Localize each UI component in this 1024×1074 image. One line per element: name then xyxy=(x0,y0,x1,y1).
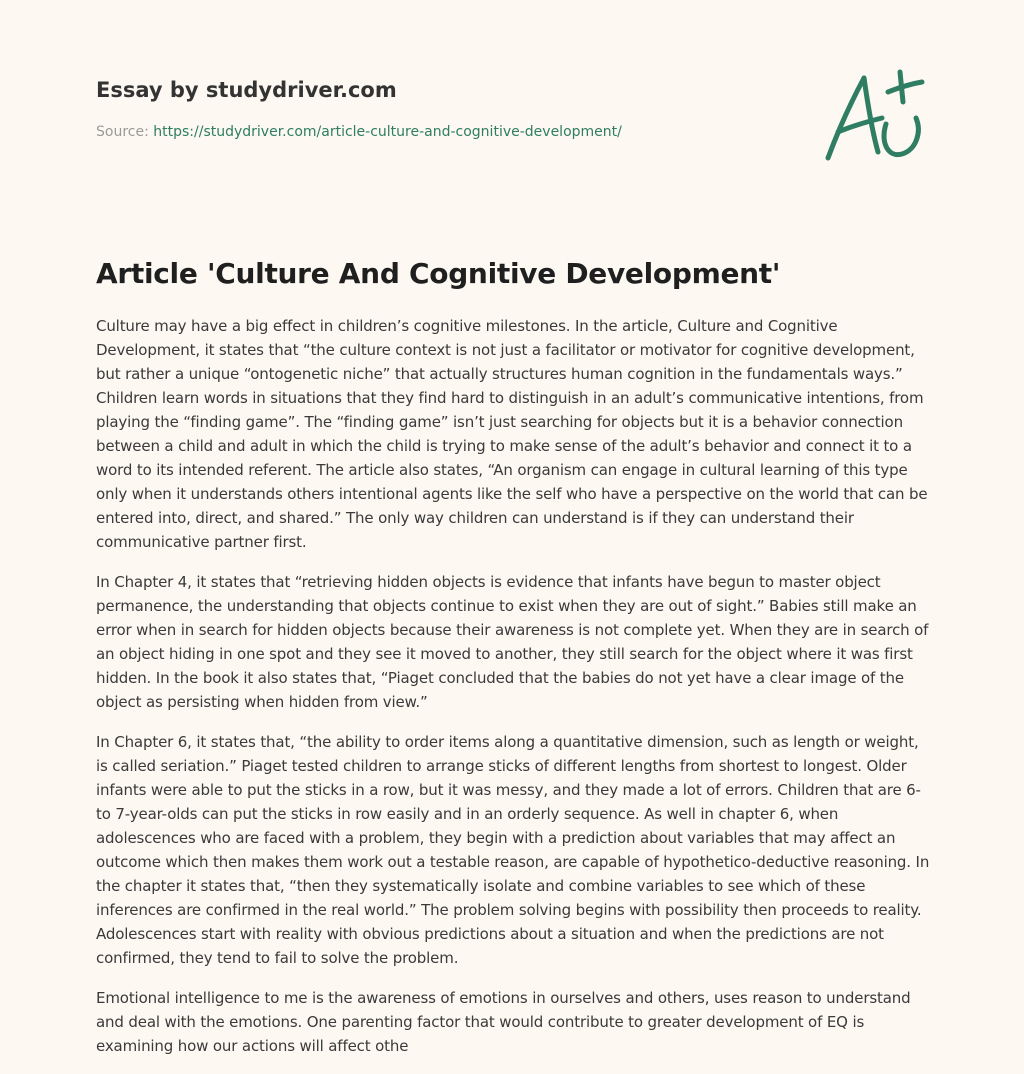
source-label: Source: xyxy=(96,124,154,140)
article-body xyxy=(96,314,930,1074)
article-paragraph: In Chapter 6, it states that, “the ability to order items along a quantitative dimension, such as length or weight, is called seriation.” Piaget tested children to arrange sticks of different lengths from shortest to longest. Older infants were able to put the sticks in a row, but it was messy, and they made a lot of errors. Children that are 6- to 7-year-olds can put the sticks in row easily and in an orderly sequence. As well in chapter 6, when adolescences who are faced with a problem, they begin with a prediction about variables that may affect an outcome which then makes them work out a testable reason, are capable of hypothetico-deductive reasoning. In the chapter it states that, “then they systematically isolate and combine variables to see which of these inferences are confirmed in the real world.” The problem solving begins with possibility then proceeds to reality. Adolescences start with reality with obvious predictions about a situation and when the predictions are not confirmed, they tend to fail to solve the problem. xyxy=(96,733,930,967)
article-title: Article 'Culture And Cognitive Development' xyxy=(96,257,781,290)
article-paragraph: Culture may have a big effect in children’s cognitive milestones. In the article, Culture and Cognitive Development, it states that “the culture context is not just a facilitator or motivator for cognitive development, but rather a unique “ontogenetic niche” that actually structures human cognition in the fundamentals ways.” Children learn words in situations that they find hard to distinguish in an adult’s communicative intentions, from playing the “finding game”. The “finding game” isn’t just searching for objects but it is a behavior connection between a child and adult in which the child is trying to make sense of the adult’s behavior and connect it to a word to its intended referent. The article also states, “An organism can engage in cultural learning of this type only when it understands others intentional agents like the self who have a perspective on the world that can be entered into, direct, and shared.” The only way children can understand is if they can understand their communicative partner first. xyxy=(96,317,928,551)
site-title: Essay by studydriver.com xyxy=(96,78,397,102)
essay-header xyxy=(96,72,736,142)
article-paragraph: In Chapter 4, it states that “retrieving hidden objects is evidence that infants have begun to master object permanence, the understanding that objects continue to exist when they are out of sight.” Babies still make an error when in search for hidden objects because their awareness is not complete yet. When they are in search of an object hiding in one spot and they see it moved to another, they still search for the object where it was first hidden. In the book it also states that, “Piaget concluded that the babies do not yet have a clear image of the object as persisting when hidden from view.” xyxy=(96,573,929,711)
source-link[interactable]: https://studydriver.com/article-culture-and-cognitive-development/ xyxy=(153,124,622,140)
a-plus-logo-icon xyxy=(818,66,934,166)
article-paragraph: Emotional intelligence to me is the awareness of emotions in ourselves and others, uses reason to understand and deal with the emotions. One parenting factor that would contribute to greater development of EQ is examining how our actions will affect othe xyxy=(96,989,911,1055)
source-line xyxy=(96,122,736,142)
